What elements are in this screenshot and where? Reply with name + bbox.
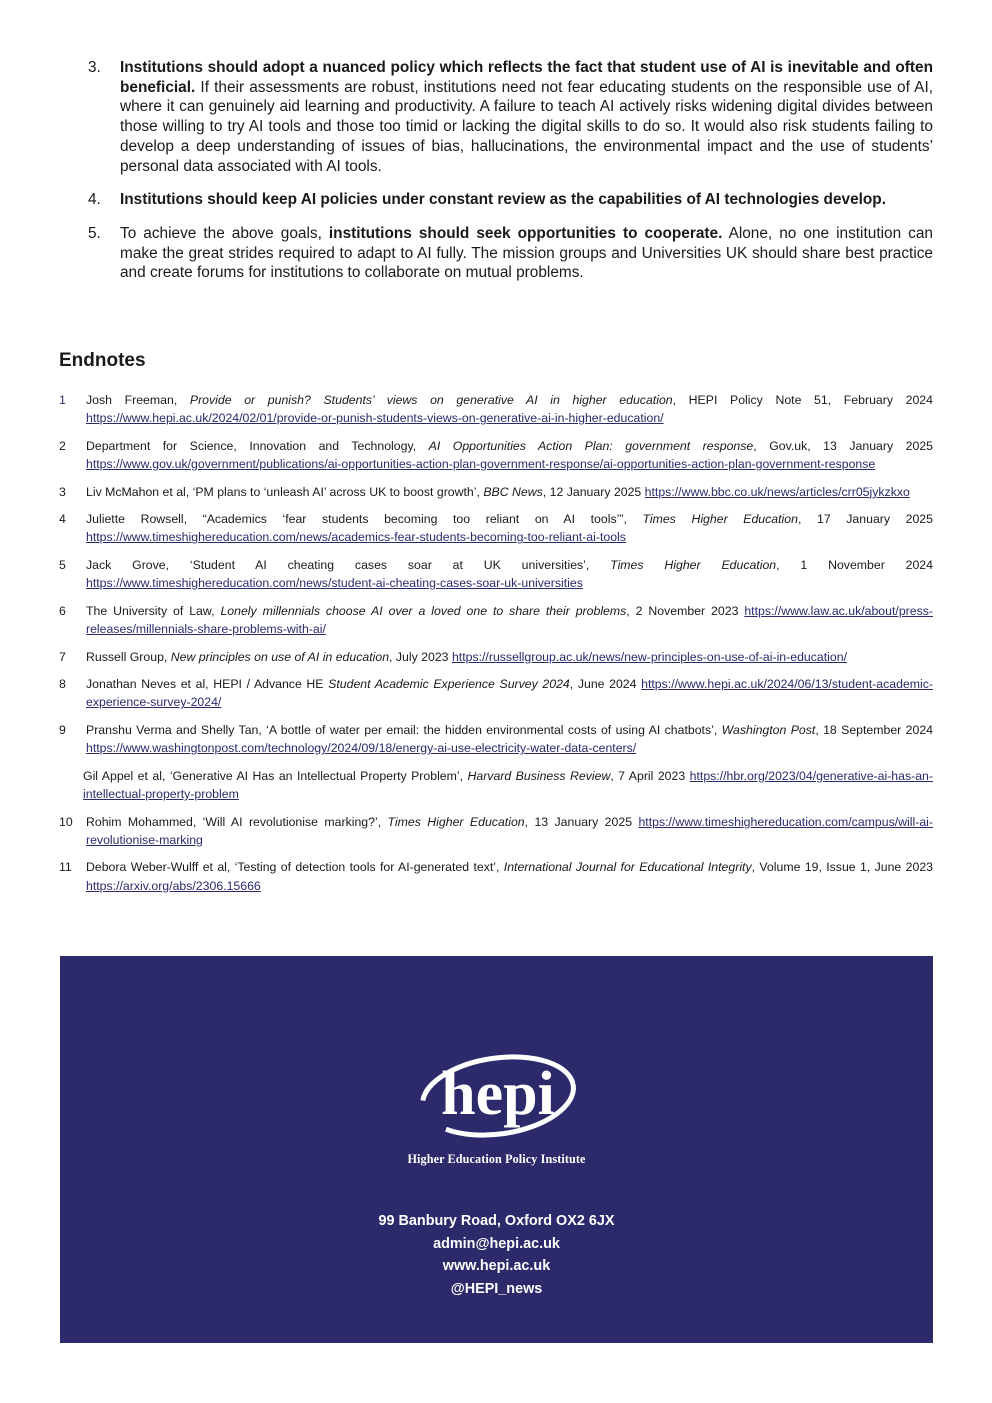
- endnote-text: [86, 391, 933, 427]
- endnote-title: Harvard Business Review: [467, 768, 611, 783]
- endnote-number: 6: [59, 603, 66, 618]
- endnote-title: New principles on use of AI in education: [170, 649, 390, 664]
- website-text[interactable]: www.hepi.ac.uk: [442, 1258, 551, 1274]
- endnote-title: International Journal for Educational Integrity: [503, 860, 752, 875]
- endnote-link[interactable]: https://hbr.org/2023/04/generative-ai-has-an-intellectual-property-problem: [83, 768, 933, 801]
- endnote-details: , 12 January 2025: [542, 484, 645, 499]
- endnote-item: [59, 556, 933, 592]
- endnote-author: Jack Grove, ‘Student AI cheating cases soar at UK universities’,: [86, 557, 611, 572]
- recommendations-list: [88, 58, 933, 297]
- endnote-author: Juliette Rowsell, “Academics ‘fear students becoming too reliant on AI tools’”,: [86, 512, 643, 527]
- endnote-details: , Volume 19, Issue 1, June 2023: [751, 860, 933, 875]
- endnote-link[interactable]: https://www.gov.uk/government/publications/ai-opportunities-action-plan-government-response/ai-opportunities-action-plan-government-response: [86, 457, 876, 471]
- endnote-text: [86, 813, 933, 849]
- endnote-title: Student Academic Experience Survey 2024: [328, 677, 570, 692]
- endnote-title: AI Opportunities Action Plan: government response: [428, 438, 754, 453]
- recommendation-text: [120, 190, 933, 210]
- recommendation-item: [88, 224, 933, 283]
- endnote-number: 1: [59, 393, 66, 407]
- recommendation-pre: To achieve the above goals,: [120, 224, 329, 242]
- endnote-details: , HEPI Policy Note 51, February 2024: [672, 393, 933, 407]
- endnote-link[interactable]: https://www.hepi.ac.uk/2024/02/01/provide-or-punish-students-views-on-generative-ai-in-higher-education/: [86, 411, 664, 426]
- endnote-title: Lonely millennials choose AI over a loved one to share their problems: [220, 603, 627, 618]
- endnote-text: [86, 483, 933, 501]
- endnote-details: , 18 September 2024: [815, 722, 933, 737]
- endnote-title: Washington Post: [721, 722, 816, 737]
- endnote-text: [86, 648, 933, 666]
- endnote-text: [86, 721, 933, 757]
- endnote-text: [86, 602, 933, 638]
- endnote-text: [86, 437, 933, 473]
- endnote-details: , July 2023: [389, 649, 452, 664]
- endnote-number: 5: [59, 557, 66, 572]
- endnote-details: , Gov.uk, 13 January 2025: [753, 438, 933, 453]
- endnote-details: , 17 January 2025: [797, 512, 933, 527]
- recommendation-rest: If their assessments are robust, institutions need not fear educating students on the responsible use of AI, where it can genuinely aid learning and productivity. A failure to teach AI actively risks widening digital divides between those willing to try AI tools and those too timid or lacking the digital skills to do so. It would also risk students failing to develop a deep understanding of issues of bias, hallucinations, the environmental impact and the use of students’ personal data associated with AI tools.: [120, 78, 933, 175]
- recommendation-item: [88, 58, 933, 176]
- recommendation-number: 4.: [88, 191, 101, 209]
- endnote-author: Jonathan Neves et al, HEPI / Advance HE: [86, 677, 329, 692]
- recommendation-item: [88, 190, 933, 210]
- recommendation-bold: Institutions should keep AI policies under constant review as the capabilities of AI technologies develop.: [120, 191, 886, 209]
- endnote-title: Times Higher Education: [642, 512, 798, 527]
- recommendation-bold: institutions should seek opportunities to cooperate.: [328, 224, 723, 242]
- endnote-item: [59, 391, 933, 427]
- endnote-details: , 2 November 2023: [626, 603, 745, 618]
- endnote-text: [86, 675, 933, 711]
- endnote-number: 11: [59, 860, 72, 875]
- endnote-title: Provide or punish? Students’ views on generative AI in higher education: [189, 393, 673, 407]
- endnote-link[interactable]: https://russellgroup.ac.uk/news/new-principles-on-use-of-ai-in-education/: [451, 649, 847, 664]
- endnote-author: Liv McMahon et al, ‘PM plans to ‘unleash AI’ across UK to boost growth’,: [86, 484, 484, 499]
- endnote-item: [59, 675, 933, 711]
- hepi-logo: [418, 1052, 578, 1152]
- endnote-item: [59, 813, 933, 849]
- endnote-link[interactable]: https://www.washingtonpost.com/technology/2024/09/18/energy-ai-use-electricity-water-data-centers/: [86, 741, 637, 756]
- endnote-author: Josh Freeman,: [86, 393, 190, 407]
- endnote-number: 10: [59, 814, 73, 829]
- endnotes-heading: Endnotes: [59, 350, 146, 371]
- endnote-item: [59, 602, 933, 638]
- logo-wordmark: hepi: [441, 1060, 555, 1128]
- recommendation-rest: Alone, no one institution can make the great strides required to adapt to AI fully. The mission groups and Universities UK should share best practice and create forums for institutions to collaborate on mutual problems.: [120, 224, 933, 282]
- endnote-details: , 1 November 2024: [776, 557, 933, 572]
- endnote-number: 4: [59, 512, 66, 527]
- endnotes-list: [59, 391, 933, 904]
- recommendation-text: [120, 58, 933, 176]
- endnote-item: [59, 483, 933, 501]
- endnote-number: 2: [59, 438, 66, 453]
- email-text[interactable]: admin@hepi.ac.uk: [433, 1235, 560, 1252]
- recommendation-number: 5.: [88, 224, 101, 242]
- endnote-link[interactable]: https://www.timeshighereducation.com/news/academics-fear-students-becoming-too-reliant-ai-tools: [86, 530, 626, 545]
- endnote-author: Pranshu Verma and Shelly Tan, ‘A bottle of water per email: the hidden environmental costs of using AI chatbots’,: [86, 722, 722, 737]
- recommendation-bold: Institutions should adopt a nuanced policy which reflects the fact that student use of AI is inevitable and often beneficial.: [120, 59, 933, 96]
- endnote-title: Times Higher Education: [387, 814, 525, 829]
- contact-block: [60, 1210, 933, 1300]
- endnote-link[interactable]: https://www.law.ac.uk/about/press-releases/millennials-share-problems-with-ai/: [86, 603, 933, 636]
- endnote-author: Department for Science, Innovation and Technology,: [86, 438, 429, 453]
- endnote-text: [83, 767, 933, 803]
- endnote-author: Russell Group,: [86, 649, 171, 664]
- endnote-details: , 13 January 2025: [524, 814, 639, 829]
- address-text: 99 Banbury Road, Oxford OX2 6JX: [378, 1213, 615, 1229]
- endnote-details: , June 2024: [569, 677, 642, 692]
- endnote-link[interactable]: https://www.bbc.co.uk/news/articles/crr05jykzkxo: [644, 484, 910, 499]
- endnote-item: [59, 510, 933, 546]
- footer-panel: [60, 956, 933, 1343]
- endnote-number: 9: [59, 722, 66, 737]
- endnote-title: BBC News: [483, 484, 543, 499]
- endnote-item: [59, 437, 933, 473]
- endnote-number: 7: [59, 649, 66, 664]
- endnote-link[interactable]: https://www.timeshighereducation.com/news/student-ai-cheating-cases-soar-uk-universities: [86, 576, 583, 591]
- endnote-number: 8: [59, 677, 66, 692]
- endnote-text: [86, 858, 933, 894]
- recommendation-number: 3.: [88, 59, 101, 76]
- endnote-item: [59, 721, 933, 757]
- twitter-handle[interactable]: @HEPI_news: [450, 1280, 543, 1297]
- endnote-link[interactable]: https://www.timeshighereducation.com/campus/will-ai-revolutionise-marking: [86, 814, 933, 847]
- endnote-author: The University of Law,: [86, 603, 221, 618]
- endnote-details: , 7 April 2023: [610, 768, 690, 783]
- endnote-item: [59, 648, 933, 666]
- endnote-text: [86, 556, 933, 592]
- recommendation-text: [120, 224, 933, 283]
- endnote-number: 3: [59, 484, 66, 499]
- endnote-item: [59, 767, 933, 803]
- endnote-title: Times Higher Education: [610, 557, 777, 572]
- endnote-author: Debora Weber-Wulff et al, ‘Testing of detection tools for AI-generated text’,: [86, 860, 504, 875]
- endnote-author: Gil Appel et al, ‘Generative AI Has an Intellectual Property Problem’,: [83, 768, 468, 783]
- endnote-author: Rohim Mohammed, ‘Will AI revolutionise marking?’,: [86, 814, 388, 829]
- endnote-text: [86, 510, 933, 546]
- endnote-link[interactable]: https://arxiv.org/abs/2306.15666: [86, 878, 261, 893]
- endnote-link[interactable]: https://www.hepi.ac.uk/2024/06/13/student-academic-experience-survey-2024/: [86, 677, 934, 710]
- logo-subtitle: Higher Education Policy Institute: [407, 1152, 586, 1166]
- endnote-item: [59, 858, 933, 894]
